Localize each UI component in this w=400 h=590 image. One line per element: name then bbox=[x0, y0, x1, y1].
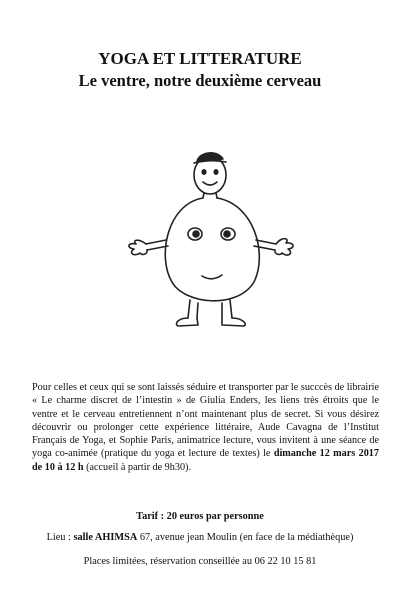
event-price: Tarif : 20 euros par personne bbox=[136, 511, 264, 522]
smiling-belly-character-drawing bbox=[122, 142, 298, 352]
event-description: Pour celles et ceux qui se sont laissés séduire et transporter par le succcès de librairie « Le charme discret de l’intestin » de Giulia Enders, les liens très étroits que le ventre et le cerveau entretiennent n’ont maintenant plus de secret. Si vous désirez découvrir ou prolonger cette expérience littéraire, Aude Cavagna de l’Institut Français de Yoga, et Sophie Paris, animatrice lecture, vous invitent à une séance de yoga co-animée (pratique du yoga et lecture de textes) le dimanche 12 mars 2017 de 10 à 12 h (accueil à partir de 9h30). bbox=[32, 382, 379, 473]
event-date: dimanche 12 mars 2017 de 10 à 12 h bbox=[32, 448, 379, 473]
event-subtitle: Le ventre, notre deuxième cerveau bbox=[78, 71, 322, 90]
head bbox=[194, 156, 226, 194]
event-title: YOGA ET LITTERATURE bbox=[98, 49, 302, 68]
right-leg bbox=[222, 300, 232, 318]
left-leg bbox=[188, 300, 198, 318]
reservation-info: Places limitées, réservation conseillée au 06 22 10 15 81 bbox=[83, 556, 317, 567]
venue-name: salle AHIMSA bbox=[73, 532, 138, 543]
event-location: Lieu : salle AHIMSA 67, avenue jean Moulin (en face de la médiathèque) bbox=[46, 532, 354, 543]
body bbox=[165, 198, 259, 301]
